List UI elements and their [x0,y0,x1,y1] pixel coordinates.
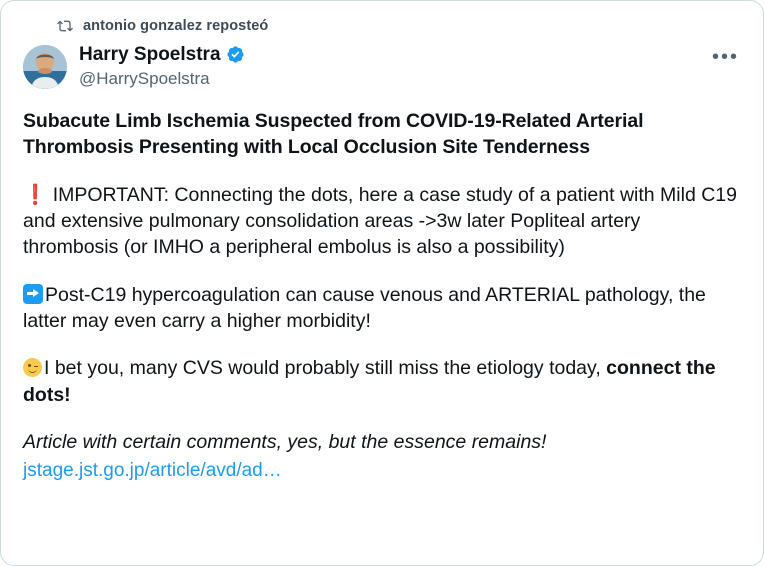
exclamation-icon: ❗ [23,182,48,206]
repost-text[interactable]: antonio gonzalez reposteó [83,18,269,34]
paragraph-2-text: Post-C19 hypercoagulation can cause venous and ARTERIAL pathology, the latter may even carry a higher morbidity! [23,283,706,333]
more-options-icon[interactable]: ••• [711,46,739,68]
author-handle[interactable]: @HarrySpoelstra [79,68,210,88]
tweet-paragraph-1 [23,182,741,261]
author-name-line[interactable] [79,44,245,66]
author-display-name[interactable]: Harry Spoelstra [79,44,221,65]
tweet-paragraph-3 [23,355,741,408]
author-info [79,43,245,88]
retweet-icon [57,18,73,34]
paragraph-3-bold: connect the dots! [23,357,716,406]
verified-badge-icon [226,45,245,64]
tweet-headline: Subacute Limb Ischemia Suspected from COVID-19-Related Arterial Thrombosis Presenting with Local Occlusion Site Tenderness [23,110,644,158]
winking-face-icon [23,358,42,377]
right-arrow-icon [23,284,43,304]
repost-banner [23,15,741,37]
tweet-body [23,109,741,484]
paragraph-1-text: Connecting the dots, here a case study of a patient with Mild C19 and extensive pulmonary consolidation areas ->3w later Popliteal artery thrombosis (or IMHO a peripheral embolus is also a possibility) [23,183,737,259]
important-label: IMPORTANT: [52,183,169,206]
tweet-italic-note: Article with certain comments, yes, but the essence remains! [23,431,547,454]
tweet-paragraph-2 [23,282,741,335]
article-link[interactable]: jstage.jst.go.jp/article/avd/ad… [23,460,282,482]
author-row [23,43,741,97]
avatar[interactable] [23,45,67,89]
paragraph-3-text: I bet you, many CVS would probably still miss the etiology today, [44,357,607,380]
